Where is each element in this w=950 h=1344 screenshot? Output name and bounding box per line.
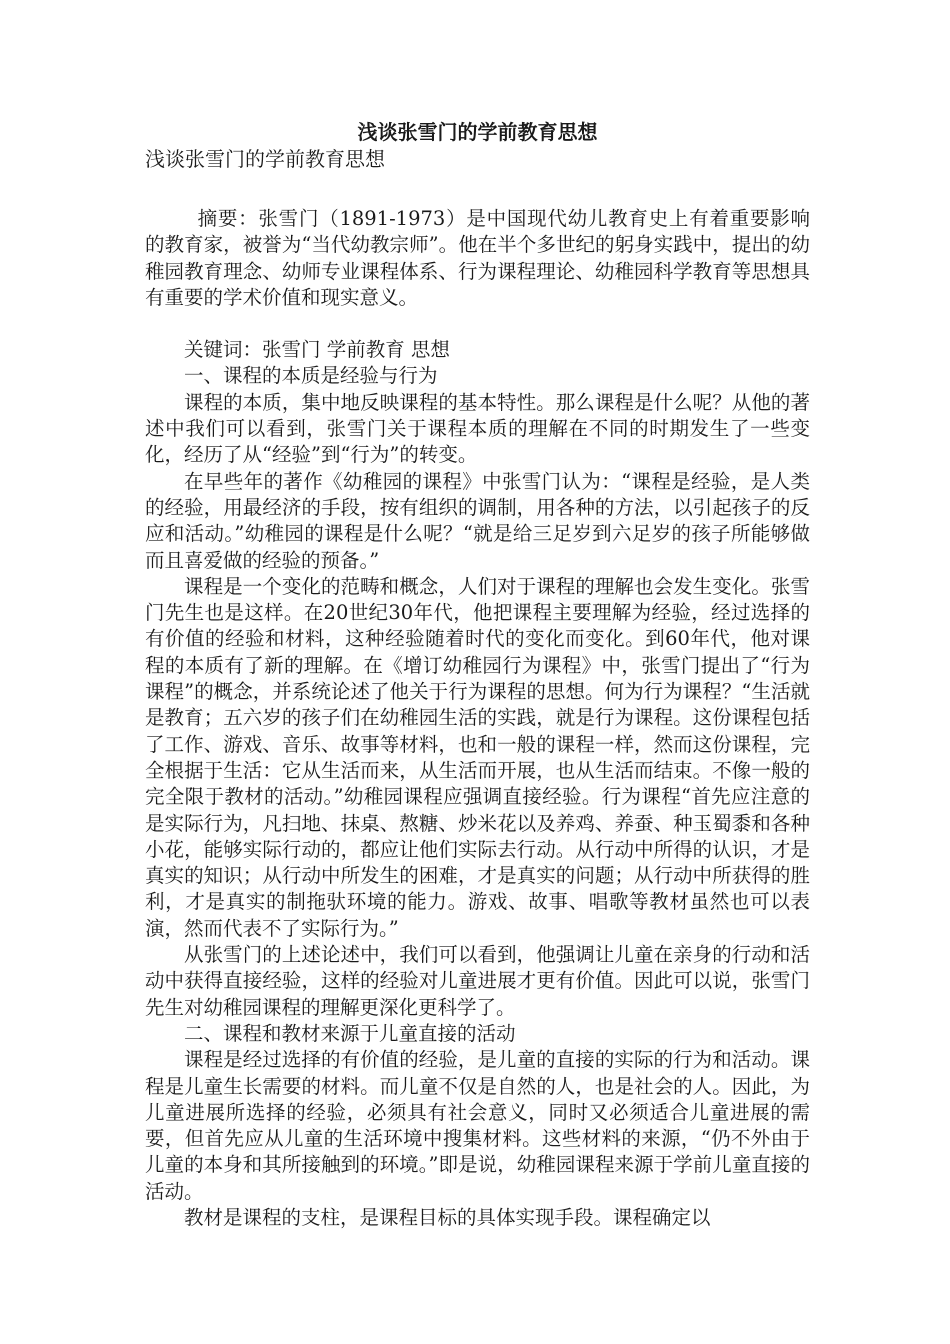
document-subtitle: 浅谈张雪门的学前教育思想 [145,147,385,171]
keywords-line: 关键词：张雪门 学前教育 思想 [184,338,450,362]
body-paragraph-4: 从张雪门的上述论述中，我们可以看到，他强调让儿童在亲身的行动和活动中获得直接经验，这样的经验对儿童进展才更有价值。因此可以说，张雪门先生对幼稚园课程的理解更深化更科学了。 [145,943,810,1019]
paragraph-gap [145,311,810,337]
document-title: 浅谈张雪门的学前教育思想 [357,120,598,144]
section-heading-1: 一、课程的本质是经验与行为 [184,364,438,388]
body-paragraph-2: 在早些年的著作《幼稚园的课程》中张雪门认为：“课程是经验，是人类的经验，用最经济的手段，按有组织的调制，用各种的方法，以引起孩子的反应和活动。”幼稚园的课程是什么呢？“就是给三足岁到六足岁的孩子所能够做而且喜爱做的经验的预备。” [145,469,810,572]
body-paragraph-6: 教材是课程的支柱，是课程目标的具体实现手段。课程确定以 [184,1205,711,1229]
section-heading-2: 二、课程和教材来源于儿童直接的活动 [184,1021,516,1045]
document-page [145,118,810,1231]
body-paragraph-3: 课程是一个变化的范畴和概念，人们对于课程的理解也会发生变化。张雪门先生也是这样。在20世纪30年代，他把课程主要理解为经验，经过选择的有价值的经验和材料，这种经验随着时代的变化而变化。到60年代，他对课程的本质有了新的理解。在《增订幼稚园行为课程》中，张雪门提出了“行为课程”的概念，并系统论述了他关于行为课程的思想。何为行为课程？“生活就是教育；五六岁的孩子们在幼稚园生活的实践，就是行为课程。这份课程包括了工作、游戏、音乐、故事等材料，也和一般的课程一样，然而这份课程，完全根据于生活：它从生活而来，从生活而开展，也从生活而结束。不像一般的完全限于教材的活动。”幼稚园课程应强调直接经验。行为课程“首先应注意的是实际行为，凡扫地、抹桌、熬糖、炒米花以及养鸡、养蚕、种玉蜀黍和各种小花，能够实际行动的，都应让他们实际去行动。从行动中所得的认识，才是真实的知识；从行动中所发生的困难，才是真实的问题；从行动中所获得的胜利，才是真实的制拖驮环境的能力。游戏、故事、唱歌等教材虽然也可以表演，然而代表不了实际行为。” [145,574,810,940]
body-paragraph-5: 课程是经过选择的有价值的经验，是儿童的直接的实际的行为和活动。课程是儿童生长需要的材料。而儿童不仅是自然的人，也是社会的人。因此，为儿童进展所选择的经验，必须具有社会意义，同时又必须适合儿童进展的需要，但首先应从儿童的生活环境中搜集材料。这些材料的来源，“仍不外由于儿童的本身和其所接触到的环境。”即是说，幼稚园课程来源于学前儿童直接的活动。 [145,1048,810,1203]
body-paragraph-1: 课程的本质，集中地反映课程的基本特性。那么课程是什么呢？从他的著述中我们可以看到，张雪门关于课程本质的理解在不同的时期发生了一些变化，经历了从“经验”到“行为”的转变。 [145,390,810,467]
abstract-paragraph: 摘要：张雪门（1891-1973）是中国现代幼儿教育史上有着重要影响的教育家，被誉为“当代幼教宗师”。他在半个多世纪的躬身实践中，提出的幼稚园教育理念、幼师专业课程体系、行为课程理论、幼稚园科学教育等思想具有重要的学术价值和现实意义。 [145,207,810,309]
